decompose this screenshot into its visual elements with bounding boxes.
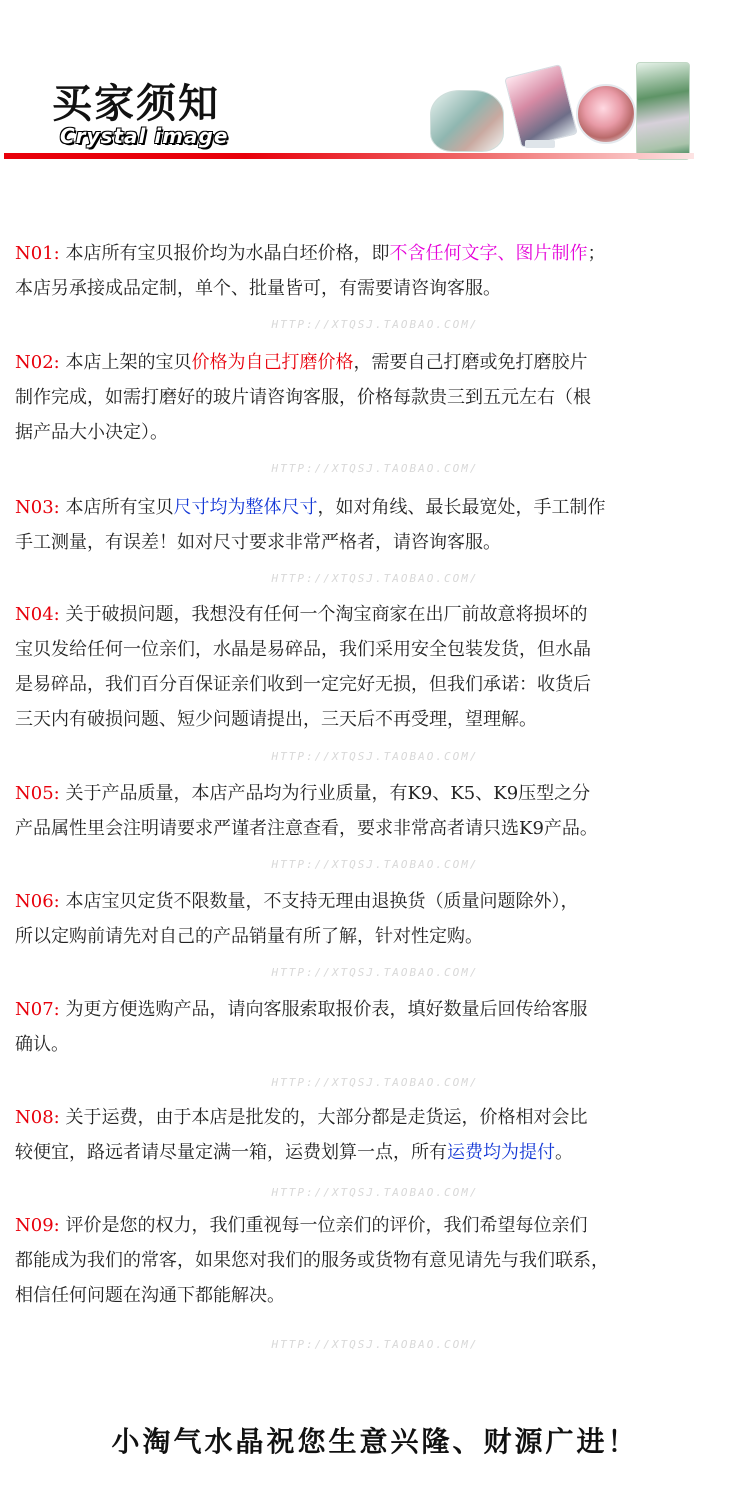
notice-line bbox=[15, 1100, 745, 1135]
notice-label: N04: bbox=[15, 604, 60, 625]
url-separator: HTTP://XTQSJ.TAOBAO.COM/ bbox=[271, 858, 479, 871]
url-separator: HTTP://XTQSJ.TAOBAO.COM/ bbox=[271, 318, 479, 331]
notice-line bbox=[15, 1135, 745, 1170]
notice-highlight: 运费均为提付 bbox=[447, 1142, 555, 1163]
url-separator: HTTP://XTQSJ.TAOBAO.COM/ bbox=[271, 1076, 479, 1089]
notice-item-6 bbox=[15, 884, 745, 954]
notice-text: 为更方便选购产品，请向客服索取报价表，填好数量后回传给客服 bbox=[65, 999, 588, 1020]
notice-line bbox=[15, 236, 745, 271]
notice-line bbox=[15, 345, 745, 380]
notice-line: 三天内有破损问题、短少问题请提出，三天后不再受理，望理解。 bbox=[15, 709, 537, 730]
notice-text: 本店上架的宝贝 bbox=[65, 352, 192, 373]
notice-line: 所以定购前请先对自己的产品销量有所了解，针对性定购。 bbox=[15, 926, 483, 947]
notice-line bbox=[15, 1208, 745, 1243]
url-separator: HTTP://XTQSJ.TAOBAO.COM/ bbox=[271, 1338, 479, 1351]
notice-line: 是易碎品，我们百分百保证亲们收到一定完好无损，但我们承诺：收货后 bbox=[15, 674, 591, 695]
notice-text: 本店所有宝贝报价均为水晶白坯价格，即 bbox=[65, 243, 390, 264]
notice-text: ，如对角线、最长最宽处，手工制作 bbox=[317, 497, 606, 518]
notice-label: N02: bbox=[15, 352, 60, 373]
notice-text: 较便宜，路远者请尽量定满一箱，运费划算一点，所有 bbox=[15, 1142, 447, 1163]
notice-line: 制作完成，如需打磨好的玻片请咨询客服，价格每款贵三到五元左右（根 bbox=[15, 387, 591, 408]
url-separator: HTTP://XTQSJ.TAOBAO.COM/ bbox=[271, 1186, 479, 1199]
crystal-heart-photo bbox=[430, 90, 504, 152]
notice-label: N09: bbox=[15, 1215, 60, 1236]
notice-line: 本店另承接成品定制，单个、批量皆可，有需要请咨询客服。 bbox=[15, 278, 501, 299]
header-banner bbox=[0, 0, 750, 175]
notice-item-4 bbox=[15, 597, 745, 737]
notice-line bbox=[15, 992, 745, 1027]
notice-text: ； bbox=[587, 243, 606, 264]
notice-item-2 bbox=[15, 345, 745, 450]
notice-text: 本店宝贝定货不限数量，不支持无理由退换货（质量问题除外）， bbox=[65, 891, 579, 912]
notice-label: N06: bbox=[15, 891, 60, 912]
url-separator: HTTP://XTQSJ.TAOBAO.COM/ bbox=[271, 462, 479, 475]
notice-label: N08: bbox=[15, 1107, 60, 1128]
url-separator: HTTP://XTQSJ.TAOBAO.COM/ bbox=[271, 572, 479, 585]
url-separator: HTTP://XTQSJ.TAOBAO.COM/ bbox=[271, 966, 479, 979]
notice-text: 关于破损问题，我想没有任何一个淘宝商家在出厂前故意将损坏的 bbox=[65, 604, 588, 625]
notice-line: 宝贝发给任何一位亲们，水晶是易碎品，我们采用安全包装发货，但水晶 bbox=[15, 639, 591, 660]
notice-highlight: 不含任何文字、图片制作 bbox=[389, 243, 588, 264]
notice-line bbox=[15, 490, 745, 525]
notice-line: 都能成为我们的常客，如果您对我们的服务或货物有意见请先与我们联系， bbox=[15, 1250, 609, 1271]
notice-line bbox=[15, 776, 745, 811]
notice-line bbox=[15, 597, 745, 632]
notice-text: 评价是您的权力，我们重视每一位亲们的评价，我们希望每位亲们 bbox=[65, 1215, 588, 1236]
notice-label: N01: bbox=[15, 243, 60, 264]
header-divider bbox=[4, 153, 694, 159]
notice-line bbox=[15, 884, 745, 919]
notice-text: 。 bbox=[555, 1142, 573, 1163]
crystal-cube-photo bbox=[504, 64, 578, 148]
notice-label: N07: bbox=[15, 999, 60, 1020]
notice-text: ，需要自己打磨或免打磨胶片 bbox=[353, 352, 588, 373]
notice-line: 手工测量，有误差！如对尺寸要求非常严格者，请咨询客服。 bbox=[15, 532, 501, 553]
notice-item-3 bbox=[15, 490, 745, 560]
notice-label: N05: bbox=[15, 783, 60, 804]
page-subtitle: Crystal image bbox=[60, 124, 229, 148]
notice-text: 关于运费，由于本店是批发的，大部分都是走货运，价格相对会比 bbox=[65, 1107, 588, 1128]
notice-text: 本店所有宝贝 bbox=[65, 497, 174, 518]
notice-item-8 bbox=[15, 1100, 745, 1170]
notice-item-9 bbox=[15, 1208, 745, 1313]
crystal-round-photo bbox=[576, 84, 636, 144]
notice-item-7 bbox=[15, 992, 745, 1062]
notice-label: N03: bbox=[15, 497, 60, 518]
page-title: 买家须知 bbox=[52, 81, 220, 127]
notice-item-5 bbox=[15, 776, 745, 846]
notice-line: 确认。 bbox=[15, 1034, 69, 1055]
crystal-cube-stand bbox=[525, 140, 555, 148]
notice-item-1 bbox=[15, 236, 745, 306]
notice-line: 相信任何问题在沟通下都能解决。 bbox=[15, 1285, 285, 1306]
crystal-product-photos bbox=[430, 60, 690, 160]
notice-highlight: 尺寸均为整体尺寸 bbox=[173, 497, 318, 518]
notice-line: 据产品大小决定）。 bbox=[15, 422, 168, 443]
notice-text: 关于产品质量，本店产品均为行业质量，有K9、K5、K9压型之分 bbox=[65, 783, 591, 804]
url-separator: HTTP://XTQSJ.TAOBAO.COM/ bbox=[271, 750, 479, 763]
notice-line: 产品属性里会注明请要求严谨者注意查看，要求非常高者请只选K9产品。 bbox=[15, 818, 598, 839]
notice-highlight: 价格为自己打磨价格 bbox=[191, 352, 354, 373]
footer-slogan: 小淘气水晶祝您生意兴隆、财源广进！ bbox=[111, 1425, 639, 1458]
crystal-block-photo bbox=[636, 62, 690, 160]
